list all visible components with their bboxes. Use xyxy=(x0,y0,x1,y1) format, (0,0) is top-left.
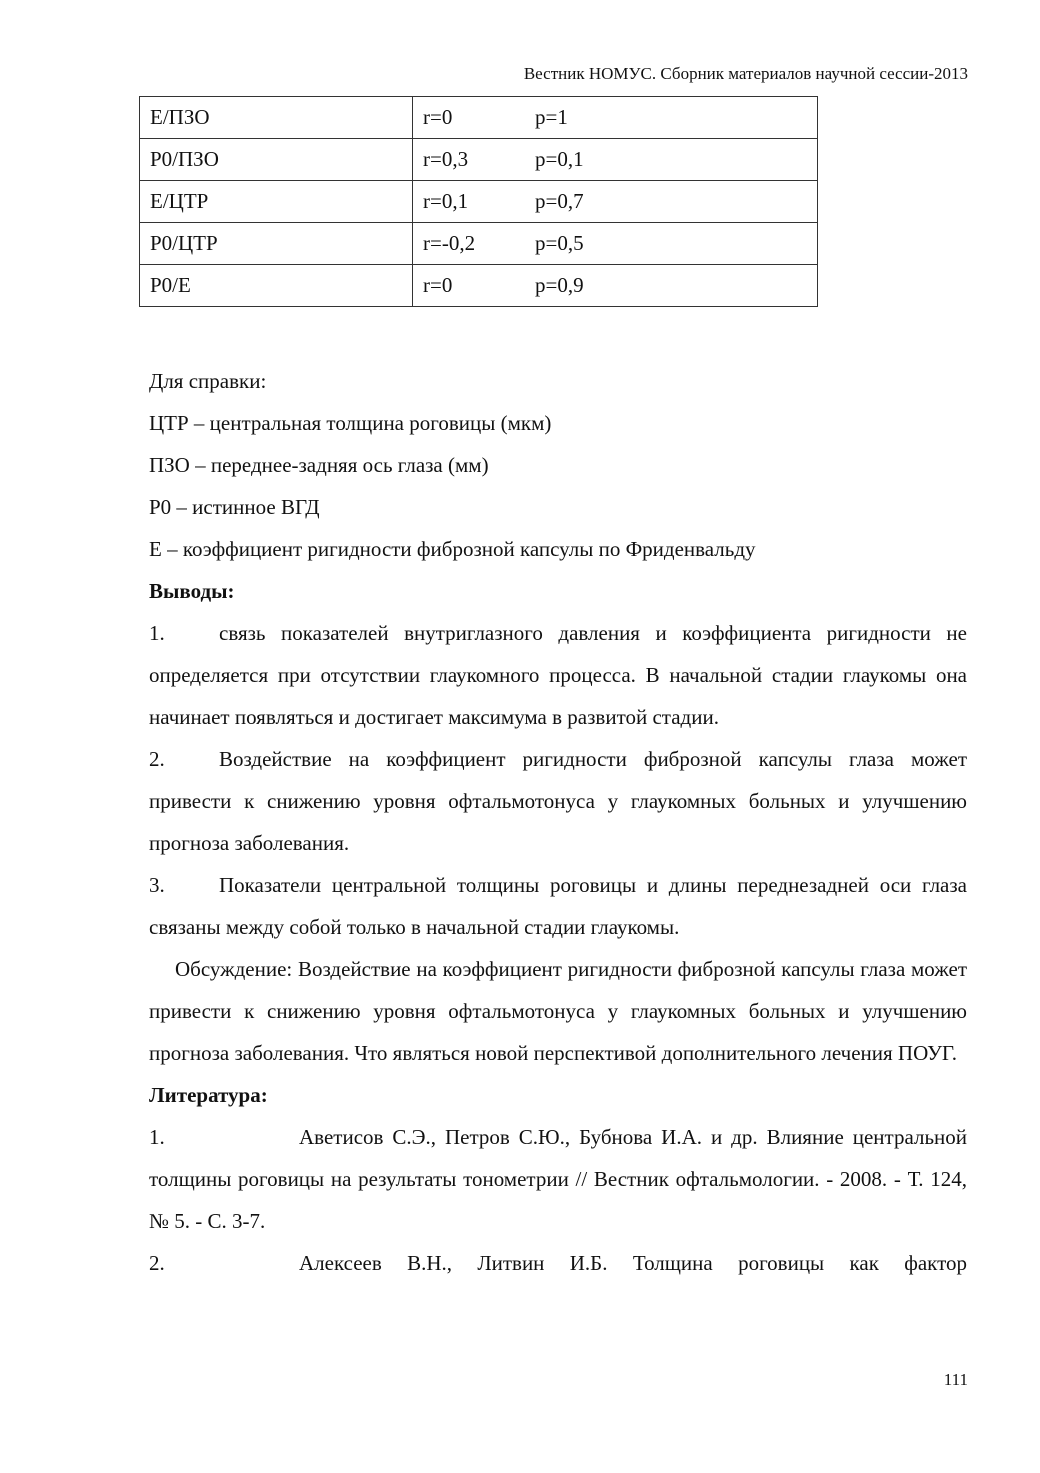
literature-number: 2. xyxy=(149,1251,165,1275)
conclusion-number: 2. xyxy=(149,747,165,771)
body-text xyxy=(149,360,967,1284)
p-value: p=1 xyxy=(535,105,568,129)
table-cell-values xyxy=(413,181,818,223)
conclusion-item xyxy=(149,612,967,738)
p-value: p=0,5 xyxy=(535,231,584,255)
r-value: r=0,1 xyxy=(423,189,469,213)
table-cell-pair: Е/ПЗО xyxy=(140,97,413,139)
table-cell-values xyxy=(413,265,818,307)
literature-text: Аветисов С.Э., Петров С.Ю., Бубнова И.А. и др. Влияние центральной толщины роговицы на результаты тонометрии // Вестник офтальмологии. - 2008. - Т. 124, № 5. - С. 3-7. xyxy=(149,1125,967,1233)
r-value: r=0 xyxy=(423,105,453,129)
table-row xyxy=(140,223,818,265)
table-cell-pair: P0/ЦТР xyxy=(140,223,413,265)
p-value: p=0,7 xyxy=(535,189,584,213)
conclusion-text: Воздействие на коэффициент ригидности фиброзной капсулы глаза может привести к снижению уровня офтальмотонуса у глаукомных больных и улучшению прогноза заболевания. xyxy=(149,747,967,855)
table-row xyxy=(140,181,818,223)
discussion-paragraph: Обсуждение: Воздействие на коэффициент ригидности фиброзной капсулы глаза может привести к снижению уровня офтальмотонуса у глаукомных больных и улучшению прогноза заболевания. Что являться новой перспективой дополнительного лечения ПОУГ. xyxy=(149,957,967,1065)
table-cell-values xyxy=(413,97,818,139)
r-value: r=0,3 xyxy=(423,147,469,171)
reference-item: ЦТР – центральная толщина роговицы (мкм) xyxy=(149,411,552,435)
literature-item xyxy=(149,1116,967,1242)
table-row xyxy=(140,97,818,139)
conclusions-heading: Выводы: xyxy=(149,579,235,603)
correlation-table xyxy=(139,96,818,307)
table-row xyxy=(140,139,818,181)
table-cell-values xyxy=(413,223,818,265)
r-value: r=0 xyxy=(423,273,453,297)
table-row xyxy=(140,265,818,307)
reference-item: P0 – истинное ВГД xyxy=(149,495,320,519)
running-header: Вестник НОМУС. Сборник материалов научной сессии-2013 xyxy=(523,64,968,83)
p-value: p=0,9 xyxy=(535,273,584,297)
literature-heading: Литература: xyxy=(149,1083,268,1107)
table-cell-values xyxy=(413,139,818,181)
reference-item: Е – коэффициент ригидности фиброзной капсулы по Фриденвальду xyxy=(149,537,756,561)
conclusion-text: Показатели центральной толщины роговицы и длины переднезадней оси глаза связаны между собой только в начальной стадии глаукомы. xyxy=(149,873,967,939)
conclusion-text: связь показателей внутриглазного давления и коэффициента ригидности не определяется при отсутствии глаукомного процесса. В начальной стадии глаукомы она начинает появляться и достигает максимума в развитой стадии. xyxy=(149,621,967,729)
conclusion-number: 1. xyxy=(149,621,165,645)
p-value: p=0,1 xyxy=(535,147,584,171)
table-cell-pair: P0/E xyxy=(140,265,413,307)
conclusion-item xyxy=(149,864,967,948)
literature-item xyxy=(149,1242,967,1284)
table-cell-pair: P0/ПЗО xyxy=(140,139,413,181)
reference-item: ПЗО – переднее-задняя ось глаза (мм) xyxy=(149,453,489,477)
reference-intro: Для справки: xyxy=(149,369,267,393)
conclusion-number: 3. xyxy=(149,873,165,897)
literature-number: 1. xyxy=(149,1125,165,1149)
conclusion-item xyxy=(149,738,967,864)
page-number: 111 xyxy=(943,1370,968,1389)
literature-text: Алексеев В.Н., Литвин И.Б. Толщина роговицы как фактор xyxy=(299,1251,967,1275)
table-cell-pair: Е/ЦТР xyxy=(140,181,413,223)
r-value: r=-0,2 xyxy=(423,231,476,255)
